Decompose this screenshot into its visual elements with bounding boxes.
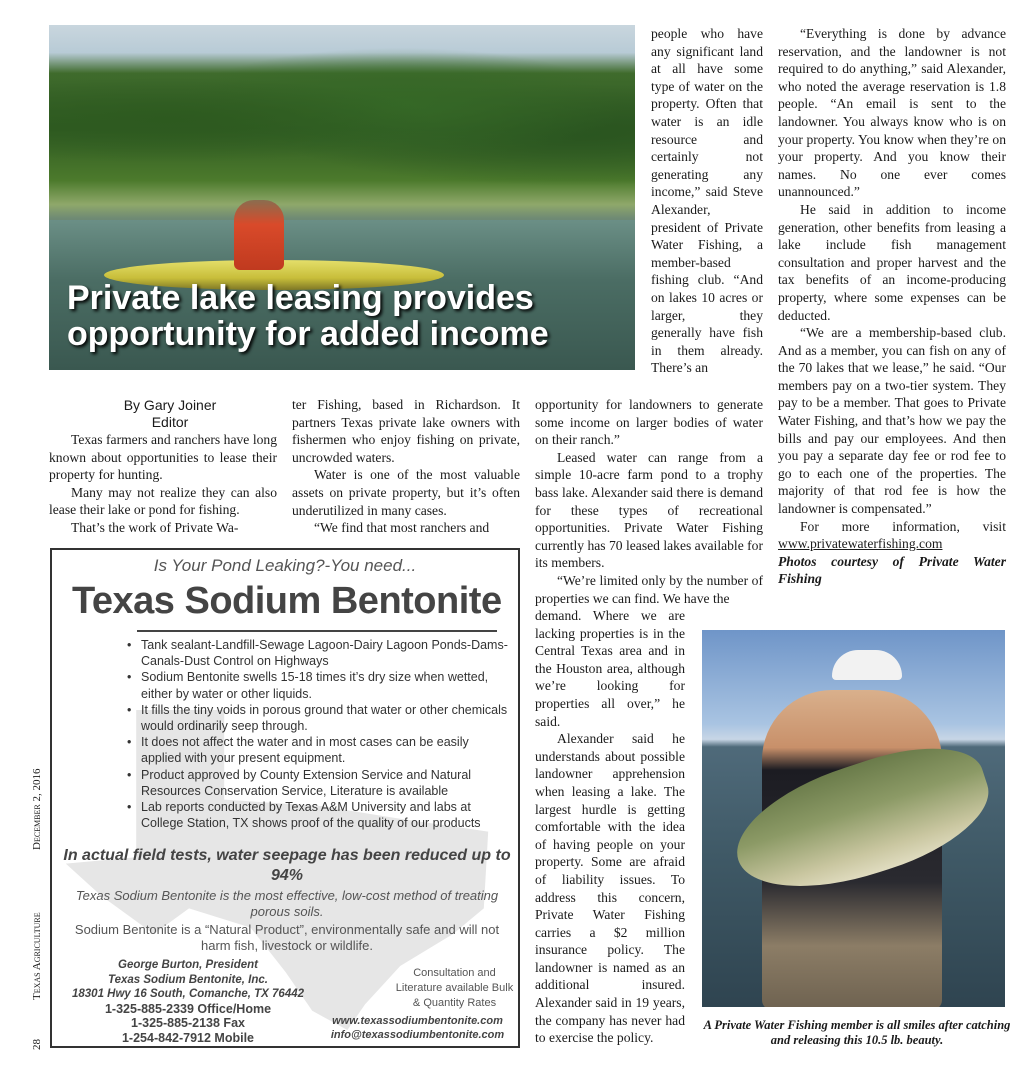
ad-email[interactable]: info@texassodiumbentonite.com [330,1029,505,1041]
ad-brand: Texas Sodium Bentonite [72,580,502,622]
ad-natural: Sodium Bentonite is a “Natural Product”, environmentally safe and will not harm fish, livestock or wildlife. [74,922,500,953]
ad-tagline: Is Your Pond Leaking?-You need... [153,556,417,575]
paragraph: Many may not realize they can also lease their lake or pond for fishing. [49,484,277,518]
angler [234,200,284,270]
divider [137,630,497,632]
paragraph: demand. Where we are lacking properties is in the Central Texas area and in the Houston area, although we’re looking for properties all over,” he said. [535,608,685,729]
article-column-1 [49,431,277,537]
paragraph: Leased water can range from a simple 10-acre farm pond to a trophy bass lake. Alexander said there is demand for these types of recreational opportunities. Private Water Fishing currently has 70 leased lakes available for its members. [535,449,763,571]
ad-bullet-list [127,637,512,831]
ad-claim: In actual field tests, water seepage has been reduced up to 94% [63,847,511,884]
list-item: • Tank sealant-Landfill-Sewage Lagoon-Dairy Lagoon Ponds-Dams-Canals-Dust Control on Highways [127,637,512,669]
ad-contact [58,958,318,1045]
article-column-4 [778,25,1006,588]
paragraph: “We find that most ranchers and [314,520,490,536]
ad-low-cost: Texas Sodium Bentonite is the most effective, low-cost method of treating porous soils. [75,888,499,919]
website-link[interactable]: www.privatewaterfishing.com [778,536,943,552]
ad-consultation: Consultation and Literature available Bulk & Quantity Rates [395,967,514,1009]
article-column-3-top [651,25,763,377]
article-column-3-wide [535,396,763,607]
paragraph: “We’re limited only by the number of properties we can find. We have the [535,572,763,606]
paragraph: Alexander said he understands about possible landowner apprehension when leasing a lake. The largest hurdle is getting comfortable with the idea of having people on your property. Some are afraid of liability issues. To address this concern, Private Water Fishing carries a $2 million insurance policy. The landowner is named as an additional insured. Alexander said in 19 years, the company has never had to exercise the policy. [535,731,685,1046]
contact-company: Texas Sodium Bentonite, Inc. [108,973,268,986]
more-info-text: For more information, visit [800,518,1006,534]
issue-date: December 2, 2016 [31,768,43,850]
page-sidebar [31,760,51,1050]
byline-role: Editor [151,414,189,430]
white-cap [832,650,902,680]
byline [110,397,230,431]
photo-credit: Photos courtesy of Private Water Fishing [778,553,1006,587]
paragraph: ter Fishing, based in Richardson. It partners Texas private lake owners with fishermen who enjoy fishing on private, uncrowded waters. [292,397,520,465]
more-info [778,518,1006,553]
list-item: • It fills the tiny voids in porous ground that water or other chemicals would ordinarily seep through. [127,702,512,734]
paragraph: “Everything is done by advance reservation, and the landowner is not required to do anything,” said Alexander, who noted the average reservation is 1.8 people. “An email is sent to the landowner. You always know who is on your property. You know when they’re on your property. And you know their names. No one ever comes unannounced.” [778,26,1006,200]
contact-address: 18301 Hwy 16 South, Comanche, TX 76442 [71,988,305,1000]
contact-name: George Burton, President [118,959,258,971]
article-column-2 [292,396,520,537]
advertisement [50,548,520,1048]
paragraph: He said in addition to income generation, other benefits from leasing a lake include fish management consultation and proper harvest and the tax benefits of an income-producing property, where some expenses can be deducted. [778,201,1006,323]
publication-name: Texas Agriculture [31,912,43,1000]
trees-background [49,45,635,195]
phone-office: 1-325-885-2339 Office/Home [104,1001,272,1016]
paragraph: opportunity for landowners to generate some income on larger bodies of water on their ranch.” [535,397,763,448]
phone-mobile: 1-254-842-7912 Mobile [121,1030,254,1045]
phone-fax: 1-325-885-2138 Fax [131,1016,245,1030]
article-column-3-bottom [535,607,685,1047]
paragraph: Texas farmers and ranchers have long known about opportunities to lease their property for hunting. [49,432,277,483]
byline-author: By Gary Joiner [123,397,217,413]
headline-line-2: opportunity for added income [67,315,549,353]
list-item: • It does not affect the water and in most cases can be easily applied with your present equipment. [127,734,512,766]
list-item: • Lab reports conducted by Texas A&M University and labs at College Station, TX shows proof of the quality of our products [127,799,512,831]
paragraph: That’s the work of Private Wa- [71,519,239,535]
headline [67,280,549,352]
photo-caption: A Private Water Fishing member is all smiles after catching and releasing this 10.5 lb. beauty. [703,1018,1011,1047]
paragraph: “We are a membership-based club. And as a member, you can fish on any of the 70 lakes that we lease,” he said. “Our members pay on a two-tier system. They pay to be a member. That goes to Private Water Fishing, and that’s how we pay the bills and pay our employees. And then you pay a separate day fee or rod fee to go to each one of the properties. The majority of that rod fee is how the landowner is compensated.” [778,325,1006,517]
fish-photo [702,630,1005,1007]
headline-line-1: Private lake leasing provides [67,279,534,317]
paragraph: Water is one of the most valuable assets on private property, but it’s often underutilized in many cases. [292,467,520,518]
list-item: • Product approved by County Extension Service and Natural Resources Conservation Service, Literature is available [127,767,512,799]
ad-website[interactable]: www.texassodiumbentonite.com [332,1015,503,1027]
hero-photo [49,25,635,370]
paragraph: people who have any significant land at all have some type of water on the property. Often that water is an idle resource and certainly not generating any income,” said Steve Alexander, president of Private Water Fishing, a member-based fishing club. “And on lakes 10 acres or larger, they generally have fish in them already. There’s an [651,26,763,376]
ad-web [320,1014,515,1042]
list-item: • Sodium Bentonite swells 15-18 times it’s dry size when wetted, either by water or other liquids. [127,669,512,701]
page-number: 28 [31,1039,43,1050]
